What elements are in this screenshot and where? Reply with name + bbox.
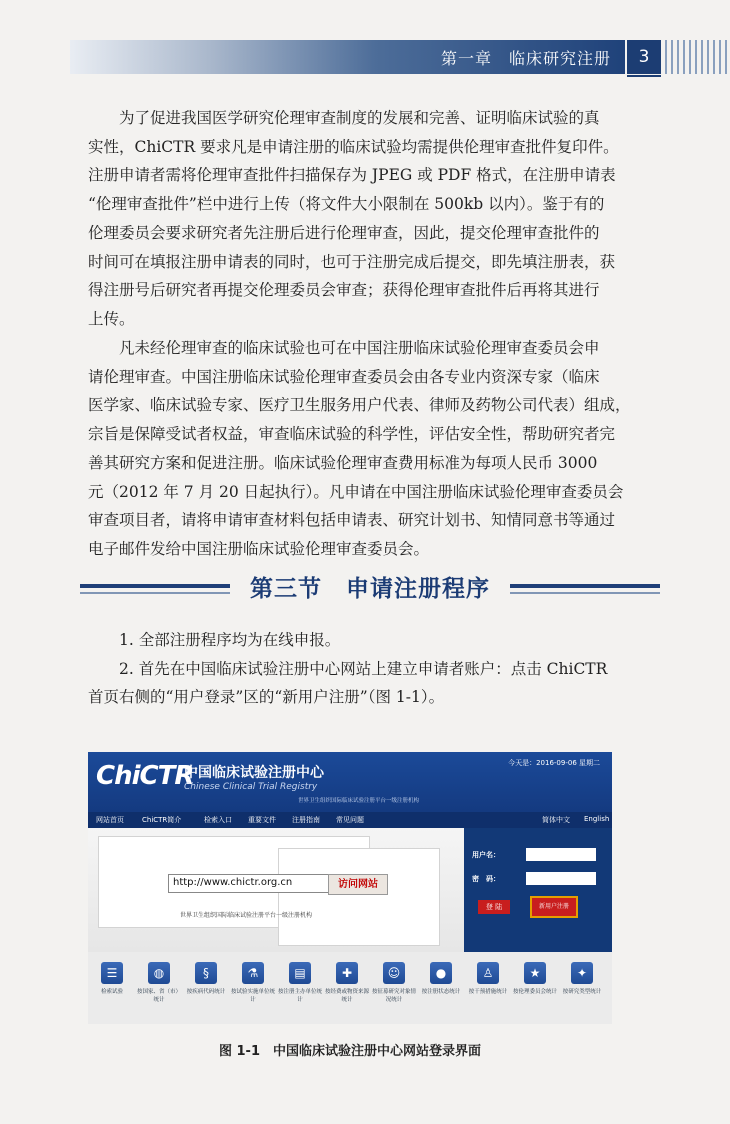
text-line: “伦理审查批件”栏中进行上传（将文件大小限制在 500kb 以内）。鉴于有的 [88,195,605,214]
nav-search[interactable]: 检索入口 [204,816,232,824]
dna-icon: § [195,962,217,984]
site-banner [88,752,612,812]
stat-label: 按伦理委员会统计 [512,989,557,995]
new-user-register-button[interactable]: 新用户注册 [530,896,578,918]
who-registry-text: 世界卫生组织国际临床试验注册平台一级注册机构 [180,912,313,919]
step-line: 首页右侧的“用户登录”区的“新用户注册”（图 1-1）。 [88,688,445,707]
site-name-cn: 中国临床试验注册中心 [184,765,324,781]
stat-label: 按国家、省（市）统计 [136,989,181,1003]
document-icon: ▤ [289,962,311,984]
globe-icon: ◍ [148,962,170,984]
login-panel [464,828,612,952]
people-icon: ☺ [383,962,405,984]
pill-icon: ● [430,962,452,984]
star-icon: ★ [524,962,546,984]
section-heading [80,570,660,614]
header-stripes [665,40,730,74]
stat-item[interactable] [182,962,230,996]
person-icon: ♙ [477,962,499,984]
nav-lang-en[interactable]: English [584,815,610,823]
current-date: 今天是：2016-09-06 星期二 [508,759,600,767]
figure-chictr-website [88,752,612,1024]
nav-about[interactable]: ChiCTR简介 [142,816,182,824]
site-nav [88,812,612,828]
stat-label: 按疾病代码统计 [186,989,226,995]
password-field[interactable] [526,872,596,885]
figure-caption: 图 1-1 中国临床试验注册中心网站登录界面 [218,1044,481,1059]
stat-item[interactable] [323,962,371,1004]
nav-home[interactable]: 网站首页 [96,816,124,824]
stat-item[interactable] [370,962,418,1004]
stat-item[interactable] [511,962,559,996]
text-line: 注册申请者需将伦理审查批件扫描保存为 JPEG 或 PDF 格式，在注册申请表 [88,166,616,185]
stat-item[interactable] [88,962,136,996]
stat-label: 按注册状态统计 [421,989,461,995]
paragraph-ethics-approval [88,104,660,334]
text-line: 善其研究方案和促进注册。临床试验伦理审查费用标准为每项人民币 3000 [88,453,598,472]
nav-documents[interactable]: 重要文件 [248,816,276,824]
text-line: 元（2012 年 7 月 20 日起执行）。凡申请在中国注册临床试验伦理审查委员会 [88,482,624,501]
stat-item[interactable] [229,962,277,1004]
text-line: 为了促进我国医学研究伦理审查制度的发展和完善、证明临床试验的真 [88,109,600,127]
url-text: http://www.chictr.org.cn [173,877,293,888]
step-line: 2. 首先在中国临床试验注册中心网站上建立申请者账户：点击 ChiCTR [88,659,608,678]
stat-label: 按注册主办单位统计 [277,989,322,1003]
stat-label: 按干预措施统计 [468,989,508,995]
text-line: 宗旨是保障受试者权益，审查临床试验的科学性，评估安全性，帮助研究者完 [88,425,616,444]
registration-steps [88,626,660,712]
step-line: 1. 全部注册程序均为在线申报。 [88,631,341,649]
sparkle-icon: ✦ [571,962,593,984]
flask-icon: ⚗ [242,962,264,984]
text-line: 电子邮件发给中国注册临床试验伦理审查委员会。 [88,539,430,558]
text-line: 审查项目者，请将申请审查材料包括申请表、研究计划书、知情同意书等通过 [88,511,616,530]
nav-lang-cn[interactable]: 简体中文 [542,816,570,824]
paragraph-ethics-committee [88,334,660,564]
nav-faq[interactable]: 常见问题 [336,816,364,824]
visit-site-button[interactable]: 访问网站 [328,874,388,895]
stat-label: 检索试验 [100,989,123,995]
stats-icon-row [88,952,612,1024]
text-line: 得注册号后研究者再提交伦理委员会审查；获得伦理审查批件后再将其进行 [88,281,600,300]
site-subtitle: 世界卫生组织国际临床试验注册平台一级注册机构 [298,798,420,804]
stat-item[interactable] [417,962,465,996]
stat-item[interactable] [276,962,324,1004]
text-line: 凡未经伦理审查的临床试验也可在中国注册临床试验伦理审查委员会申 [88,339,600,357]
username-field[interactable] [526,848,596,861]
stat-label: 按经费或物资来源统计 [324,989,369,1003]
chapter-title: 第一章 临床研究注册 [440,49,611,68]
chictr-logo[interactable]: ChiCTR [96,761,194,791]
section-title: 第三节 申请注册程序 [250,576,490,602]
decor-window [278,848,440,946]
nav-guide[interactable]: 注册指南 [292,816,320,824]
text-line: 请伦理审查。中国注册临床试验伦理审查委员会由各专业内资深专家（临床 [88,367,600,386]
stat-item[interactable] [558,962,606,996]
url-field[interactable] [168,874,330,893]
site-name-en: Chinese Clinical Trial Registry [184,782,318,792]
username-label: 用户名： [472,851,500,859]
text-line: 时间可在填报注册申请表的同时，也可于注册完成后提交，即先填注册表，获 [88,252,616,271]
stat-label: 按试验实施单位统计 [230,989,275,1003]
stat-item[interactable] [135,962,183,1004]
stat-label: 按征募研究对象情况统计 [371,989,416,1003]
medkit-icon: ✚ [336,962,358,984]
password-label: 密 码： [472,875,500,883]
stat-label: 按研究类型统计 [562,989,602,995]
login-button[interactable]: 登 陆 [478,900,510,914]
text-line: 上传。 [88,309,135,328]
list-icon: ☰ [101,962,123,984]
stat-item[interactable] [464,962,512,996]
chapter-header-band [70,40,625,74]
page-number: 3 [627,40,661,74]
text-line: 实性，ChiCTR 要求凡是申请注册的临床试验均需提供伦理审查批件复印件。 [88,137,619,156]
text-line: 医学家、临床试验专家、医疗卫生服务用户代表、律师及药物公司代表）组成， [88,396,631,415]
text-line: 伦理委员会要求研究者先注册后进行伦理审查，因此，提交伦理审查批件的 [88,223,600,242]
page-number-underline [627,75,661,77]
